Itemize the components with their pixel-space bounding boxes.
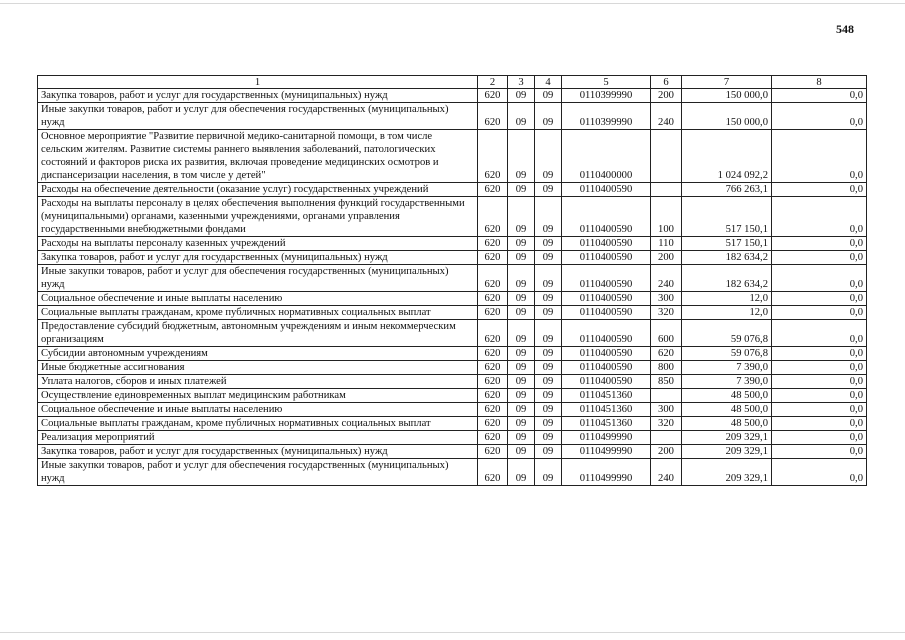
expense-type-cell: 240 — [651, 103, 682, 130]
amount-cell: 59 076,8 — [682, 347, 772, 361]
table-row — [38, 89, 867, 103]
amount-2-cell: 0,0 — [772, 375, 867, 389]
table-row — [38, 361, 867, 375]
subsection-code-cell: 09 — [535, 103, 562, 130]
section-code-cell: 09 — [508, 183, 535, 197]
ministry-code-cell: 620 — [478, 320, 508, 347]
amount-cell: 59 076,8 — [682, 320, 772, 347]
expense-type-cell — [651, 183, 682, 197]
expense-type-cell — [651, 431, 682, 445]
section-code-cell: 09 — [508, 361, 535, 375]
table-row — [38, 320, 867, 347]
amount-cell: 209 329,1 — [682, 459, 772, 486]
column-header: 7 — [682, 76, 772, 89]
scan-artifact-top — [0, 3, 905, 4]
amount-cell: 48 500,0 — [682, 403, 772, 417]
target-article-cell: 0110499990 — [562, 445, 651, 459]
ministry-code-cell: 620 — [478, 197, 508, 237]
expense-type-cell: 320 — [651, 417, 682, 431]
amount-cell: 150 000,0 — [682, 103, 772, 130]
section-code-cell: 09 — [508, 89, 535, 103]
amount-2-cell: 0,0 — [772, 89, 867, 103]
subsection-code-cell: 09 — [535, 251, 562, 265]
target-article-cell: 0110451360 — [562, 403, 651, 417]
amount-2-cell: 0,0 — [772, 320, 867, 347]
expense-type-cell: 800 — [651, 361, 682, 375]
description-cell: Реализация мероприятий — [38, 431, 478, 445]
expense-type-cell — [651, 130, 682, 183]
section-code-cell: 09 — [508, 389, 535, 403]
expense-type-cell: 320 — [651, 306, 682, 320]
target-article-cell: 0110400590 — [562, 183, 651, 197]
section-code-cell: 09 — [508, 320, 535, 347]
amount-2-cell: 0,0 — [772, 292, 867, 306]
ministry-code-cell: 620 — [478, 417, 508, 431]
target-article-cell: 0110400000 — [562, 130, 651, 183]
description-cell: Иные закупки товаров, работ и услуг для обеспечения государственных (муниципальных) нужд — [38, 459, 478, 486]
target-article-cell: 0110400590 — [562, 265, 651, 292]
column-header: 6 — [651, 76, 682, 89]
amount-cell: 766 263,1 — [682, 183, 772, 197]
target-article-cell: 0110400590 — [562, 375, 651, 389]
description-cell: Расходы на обеспечение деятельности (оказание услуг) государственных учреждений — [38, 183, 478, 197]
amount-cell: 7 390,0 — [682, 361, 772, 375]
expense-type-cell: 200 — [651, 89, 682, 103]
target-article-cell: 0110400590 — [562, 197, 651, 237]
expense-type-cell: 600 — [651, 320, 682, 347]
expense-type-cell: 240 — [651, 265, 682, 292]
section-code-cell: 09 — [508, 237, 535, 251]
subsection-code-cell: 09 — [535, 375, 562, 389]
subsection-code-cell: 09 — [535, 347, 562, 361]
description-cell: Основное мероприятие "Развитие первичной медико-санитарной помощи, в том числе сельским жителям. Развитие системы раннего выявления заболеваний, патологических состояний и факторов риска их развития, включая проведение медицинских осмотров и диспансеризации населения, в том числе у детей" — [38, 130, 478, 183]
column-header: 3 — [508, 76, 535, 89]
amount-cell: 182 634,2 — [682, 251, 772, 265]
section-code-cell: 09 — [508, 251, 535, 265]
subsection-code-cell: 09 — [535, 197, 562, 237]
page-number: 548 — [836, 22, 854, 36]
subsection-code-cell: 09 — [535, 292, 562, 306]
column-header: 1 — [38, 76, 478, 89]
table-row — [38, 237, 867, 251]
table-row — [38, 459, 867, 486]
description-cell: Уплата налогов, сборов и иных платежей — [38, 375, 478, 389]
description-cell: Расходы на выплаты персоналу казенных учреждений — [38, 237, 478, 251]
table-row — [38, 347, 867, 361]
target-article-cell: 0110499990 — [562, 459, 651, 486]
ministry-code-cell: 620 — [478, 361, 508, 375]
target-article-cell: 0110451360 — [562, 389, 651, 403]
expense-type-cell: 200 — [651, 445, 682, 459]
subsection-code-cell: 09 — [535, 320, 562, 347]
target-article-cell: 0110399990 — [562, 89, 651, 103]
description-cell: Закупка товаров, работ и услуг для государственных (муниципальных) нужд — [38, 89, 478, 103]
ministry-code-cell: 620 — [478, 306, 508, 320]
section-code-cell: 09 — [508, 445, 535, 459]
table-row — [38, 183, 867, 197]
column-header: 5 — [562, 76, 651, 89]
table-row — [38, 403, 867, 417]
ministry-code-cell: 620 — [478, 431, 508, 445]
amount-2-cell: 0,0 — [772, 459, 867, 486]
subsection-code-cell: 09 — [535, 459, 562, 486]
ministry-code-cell: 620 — [478, 265, 508, 292]
ministry-code-cell: 620 — [478, 251, 508, 265]
ministry-code-cell: 620 — [478, 292, 508, 306]
amount-2-cell: 0,0 — [772, 347, 867, 361]
table-row — [38, 306, 867, 320]
amount-2-cell: 0,0 — [772, 237, 867, 251]
target-article-cell: 0110451360 — [562, 417, 651, 431]
section-code-cell: 09 — [508, 306, 535, 320]
description-cell: Иные закупки товаров, работ и услуг для обеспечения государственных (муниципальных) нужд — [38, 103, 478, 130]
section-code-cell: 09 — [508, 375, 535, 389]
ministry-code-cell: 620 — [478, 183, 508, 197]
ministry-code-cell: 620 — [478, 103, 508, 130]
description-cell: Предоставление субсидий бюджетным, автономным учреждениям и иным некоммерческим организациям — [38, 320, 478, 347]
description-cell: Социальное обеспечение и иные выплаты населению — [38, 403, 478, 417]
amount-2-cell: 0,0 — [772, 183, 867, 197]
ministry-code-cell: 620 — [478, 347, 508, 361]
amount-2-cell: 0,0 — [772, 403, 867, 417]
amount-2-cell: 0,0 — [772, 103, 867, 130]
subsection-code-cell: 09 — [535, 431, 562, 445]
amount-cell: 12,0 — [682, 306, 772, 320]
amount-cell: 209 329,1 — [682, 445, 772, 459]
section-code-cell: 09 — [508, 103, 535, 130]
target-article-cell: 0110400590 — [562, 347, 651, 361]
amount-2-cell: 0,0 — [772, 197, 867, 237]
description-cell: Социальные выплаты гражданам, кроме публичных нормативных социальных выплат — [38, 417, 478, 431]
target-article-cell: 0110400590 — [562, 292, 651, 306]
subsection-code-cell: 09 — [535, 445, 562, 459]
expense-type-cell: 110 — [651, 237, 682, 251]
amount-2-cell: 0,0 — [772, 251, 867, 265]
table-row — [38, 103, 867, 130]
amount-cell: 150 000,0 — [682, 89, 772, 103]
target-article-cell: 0110400590 — [562, 306, 651, 320]
target-article-cell: 0110399990 — [562, 103, 651, 130]
ministry-code-cell: 620 — [478, 445, 508, 459]
expense-type-cell: 850 — [651, 375, 682, 389]
amount-2-cell: 0,0 — [772, 389, 867, 403]
subsection-code-cell: 09 — [535, 237, 562, 251]
amount-cell: 517 150,1 — [682, 197, 772, 237]
target-article-cell: 0110400590 — [562, 237, 651, 251]
column-header: 2 — [478, 76, 508, 89]
subsection-code-cell: 09 — [535, 306, 562, 320]
description-cell: Закупка товаров, работ и услуг для государственных (муниципальных) нужд — [38, 445, 478, 459]
description-cell: Закупка товаров, работ и услуг для государственных (муниципальных) нужд — [38, 251, 478, 265]
expense-type-cell: 240 — [651, 459, 682, 486]
table-row — [38, 431, 867, 445]
expense-type-cell: 300 — [651, 403, 682, 417]
description-cell: Иные бюджетные ассигнования — [38, 361, 478, 375]
target-article-cell: 0110400590 — [562, 251, 651, 265]
amount-2-cell: 0,0 — [772, 306, 867, 320]
table-header-row — [38, 76, 867, 89]
description-cell: Иные закупки товаров, работ и услуг для обеспечения государственных (муниципальных) нужд — [38, 265, 478, 292]
table-body — [38, 89, 867, 486]
amount-cell: 7 390,0 — [682, 375, 772, 389]
column-header: 8 — [772, 76, 867, 89]
amount-cell: 1 024 092,2 — [682, 130, 772, 183]
ministry-code-cell: 620 — [478, 89, 508, 103]
expense-type-cell: 200 — [651, 251, 682, 265]
ministry-code-cell: 620 — [478, 375, 508, 389]
amount-2-cell: 0,0 — [772, 431, 867, 445]
ministry-code-cell: 620 — [478, 403, 508, 417]
scan-artifact-bottom — [0, 632, 905, 633]
table-row — [38, 251, 867, 265]
table-row — [38, 417, 867, 431]
amount-cell: 48 500,0 — [682, 389, 772, 403]
section-code-cell: 09 — [508, 130, 535, 183]
target-article-cell: 0110499990 — [562, 431, 651, 445]
section-code-cell: 09 — [508, 292, 535, 306]
section-code-cell: 09 — [508, 347, 535, 361]
budget-table — [37, 75, 867, 486]
amount-2-cell: 0,0 — [772, 130, 867, 183]
section-code-cell: 09 — [508, 265, 535, 292]
table-row — [38, 375, 867, 389]
amount-2-cell: 0,0 — [772, 265, 867, 292]
section-code-cell: 09 — [508, 417, 535, 431]
table-row — [38, 130, 867, 183]
description-cell: Субсидии автономным учреждениям — [38, 347, 478, 361]
subsection-code-cell: 09 — [535, 183, 562, 197]
expense-type-cell: 300 — [651, 292, 682, 306]
ministry-code-cell: 620 — [478, 389, 508, 403]
ministry-code-cell: 620 — [478, 237, 508, 251]
description-cell: Социальные выплаты гражданам, кроме публичных нормативных социальных выплат — [38, 306, 478, 320]
column-header: 4 — [535, 76, 562, 89]
amount-cell: 209 329,1 — [682, 431, 772, 445]
subsection-code-cell: 09 — [535, 89, 562, 103]
subsection-code-cell: 09 — [535, 417, 562, 431]
subsection-code-cell: 09 — [535, 265, 562, 292]
subsection-code-cell: 09 — [535, 403, 562, 417]
section-code-cell: 09 — [508, 197, 535, 237]
expense-type-cell: 620 — [651, 347, 682, 361]
section-code-cell: 09 — [508, 431, 535, 445]
subsection-code-cell: 09 — [535, 389, 562, 403]
amount-cell: 48 500,0 — [682, 417, 772, 431]
expense-type-cell: 100 — [651, 197, 682, 237]
amount-cell: 12,0 — [682, 292, 772, 306]
table-row — [38, 197, 867, 237]
ministry-code-cell: 620 — [478, 459, 508, 486]
target-article-cell: 0110400590 — [562, 361, 651, 375]
subsection-code-cell: 09 — [535, 361, 562, 375]
description-cell: Социальное обеспечение и иные выплаты населению — [38, 292, 478, 306]
amount-cell: 517 150,1 — [682, 237, 772, 251]
amount-2-cell: 0,0 — [772, 445, 867, 459]
amount-2-cell: 0,0 — [772, 417, 867, 431]
table-row — [38, 445, 867, 459]
description-cell: Осуществление единовременных выплат медицинским работникам — [38, 389, 478, 403]
ministry-code-cell: 620 — [478, 130, 508, 183]
section-code-cell: 09 — [508, 459, 535, 486]
expense-type-cell — [651, 389, 682, 403]
amount-cell: 182 634,2 — [682, 265, 772, 292]
target-article-cell: 0110400590 — [562, 320, 651, 347]
table-row — [38, 292, 867, 306]
table-row — [38, 265, 867, 292]
description-cell: Расходы на выплаты персоналу в целях обеспечения выполнения функций государственными (муниципальными) органами, казенными учреждениями, органами управления государственными внебюджетными фондами — [38, 197, 478, 237]
table-row — [38, 389, 867, 403]
subsection-code-cell: 09 — [535, 130, 562, 183]
amount-2-cell: 0,0 — [772, 361, 867, 375]
section-code-cell: 09 — [508, 403, 535, 417]
